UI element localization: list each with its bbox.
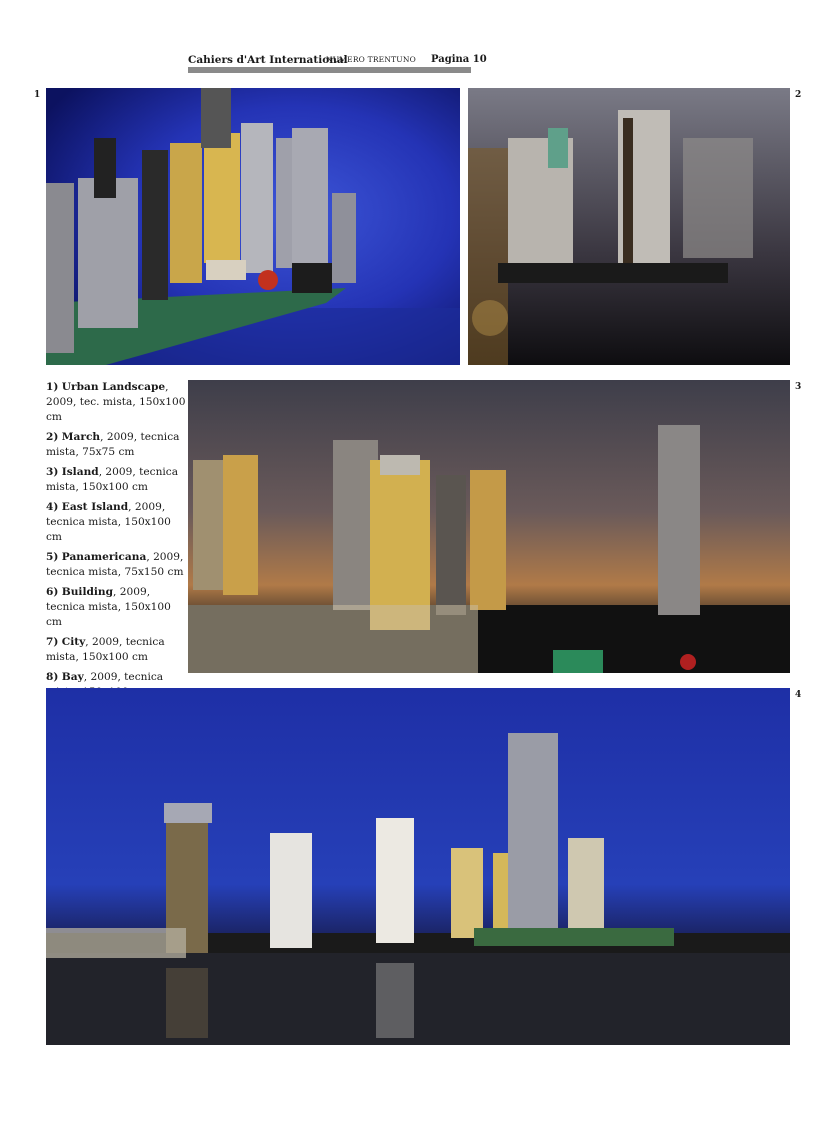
figure-number-4: 4 [795,690,802,700]
caption-6: 6) Building, 2009, tecnica mista, 150x100 cm [46,586,171,628]
caption-8: 8) Bay, 2009, tecnica [46,671,164,683]
caption-4: 4) East Island, 2009, tecnica mista, 150x100 cm [46,501,171,543]
figure-number-1: 1 [34,90,41,100]
caption-5: 5) Panamericana, 2009, tecnica mista, 75x150 cm [46,551,184,578]
caption-1: 1) Urban Landscape, 2009, tec. mista, 150x100 cm [46,381,186,423]
caption-3: 3) Island, 2009, tecnica mista, 150x100 cm [46,466,179,493]
photo-island [188,380,790,673]
issue-label: NUMERO TRENTUNO [326,55,416,64]
page-header [188,54,487,74]
magazine-title: Cahiers d'Art International [188,54,348,66]
photo-march [468,88,790,365]
figure-number-2: 2 [795,90,802,100]
photo-east-island [46,688,790,1045]
photo-urban-landscape [46,88,460,365]
header-rule [188,67,471,73]
captions-list [46,380,188,705]
figure-number-3: 3 [795,382,802,392]
page-number: Pagina 10 [431,54,487,65]
caption-7: 7) City, 2009, tecnica mista, 150x100 cm [46,636,165,663]
caption-2: 2) March, 2009, tecnica mista, 75x75 cm [46,431,180,458]
